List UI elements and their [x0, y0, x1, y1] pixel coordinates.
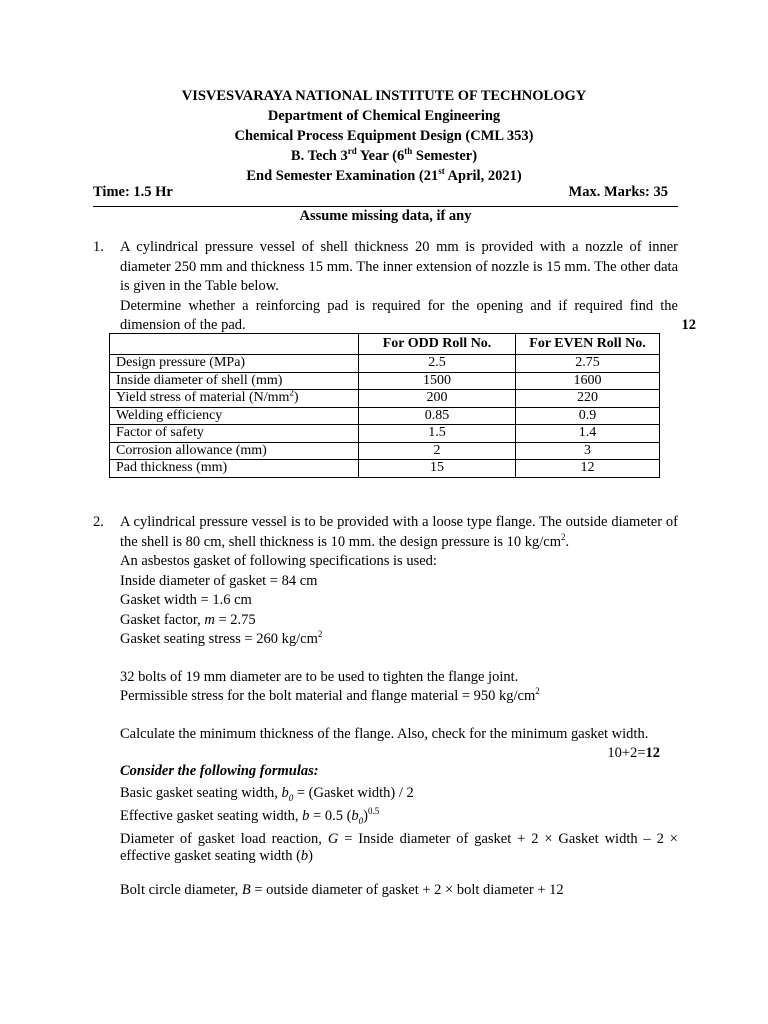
question-2 [93, 513, 678, 900]
formula-bolt-circle: Bolt circle diameter, B = outside diameter of gasket + 2 × bolt diameter + 12 [120, 881, 564, 898]
formula-basic-width: Basic gasket seating width, $b_0$ = (Gasket width) / 2 [120, 784, 414, 803]
institute-name: VISVESVARAYA NATIONAL INSTITUTE OF TECHNOLOGY [181, 88, 587, 104]
department-name: Department of Chemical Engineering [267, 108, 501, 124]
q2-bolts: 32 bolts of 19 mm diameter are to be used to tighten the flange joint. [120, 668, 519, 685]
table-row: Yield stress of material $(N/mm^2)$ 200 220 [110, 390, 660, 408]
q2-seating-stress: Gasket seating stress = 260 $kg/cm^2$ [120, 629, 323, 647]
exam-meta [93, 184, 668, 201]
q2-gasket-factor: Gasket factor, m = 2.75 [120, 611, 256, 628]
table-row: Corrosion allowance (mm) 2 3 [110, 442, 660, 460]
col-even: For EVEN Roll No. [516, 334, 660, 355]
q2-permissible: Permissible stress for the bolt material and flange material = 950 $kg/cm^2$ [120, 686, 540, 704]
q2-gasket-width: Gasket width = 1.6 cm [120, 592, 252, 608]
question-1 [93, 238, 696, 336]
formula-gasket-load: Diameter of gasket load reaction, G = Inside diameter of gasket + 2 × Gasket width – 2 × effective gasket seating width (b) [120, 830, 678, 864]
table-row: Design pressure (MPa) 2.5 2.75 [110, 355, 660, 373]
table-row: Factor of safety 1.5 1.4 [110, 425, 660, 443]
formula-effective-width: Effective gasket seating width, b = 0.5 $(b_0)^{0.5}$ [120, 806, 380, 826]
assume-note: Assume missing data, if any [299, 208, 472, 224]
course-name: Chemical Process Equipment Design (CML 353) [234, 128, 534, 144]
exam-line: End Semester Examination (21st April, 2021) [246, 166, 522, 184]
q1-text: A cylindrical pressure vessel of shell thickness 20 mm is provided with a nozzle of inner diameter 250 mm and thickness 15 mm. The inner extension of nozzle is 15 mm. The other data is given in the Table below. [120, 239, 678, 294]
q2-marks: 10+2=12 [607, 745, 660, 761]
table-row: Welding efficiency 0.85 0.9 [110, 407, 660, 425]
header-rule [93, 206, 678, 207]
table-row: Pad thickness (mm) 15 12 [110, 460, 660, 478]
q1-data-table [109, 333, 660, 478]
formulas-title: Consider the following formulas: [120, 763, 319, 779]
question-number: 1. [93, 239, 104, 255]
year-line: B. Tech 3rd Year (6th Semester) [290, 146, 478, 164]
table-row: Inside diameter of shell (mm) 1500 1600 [110, 372, 660, 390]
q1-task: Determine whether a reinforcing pad is required for the opening and if required find the dimension of the pad. 12 [120, 297, 678, 336]
q2-gasket-id: Inside diameter of gasket = 84 cm [120, 572, 318, 589]
question-number: 2. [93, 514, 104, 530]
q2-task: Calculate the minimum thickness of the flange. Also, check for the minimum gasket width. 10+2=12 [120, 725, 678, 745]
time-allowed: Time: 1.5 Hr [93, 184, 173, 200]
q2-gasket-intro: An asbestos gasket of following specifications is used: [120, 553, 437, 569]
col-odd: For ODD Roll No. [359, 334, 516, 355]
table-header-row [110, 334, 660, 355]
q1-marks: 12 [681, 317, 696, 333]
max-marks: Max. Marks: 35 [568, 184, 668, 200]
q2-text: A cylindrical pressure vessel is to be provided with a loose type flange. The outside diameter of the shell is 80 cm, shell thickness is 10 mm. the design pressure is 10 $kg/cm^2$. [120, 514, 678, 550]
